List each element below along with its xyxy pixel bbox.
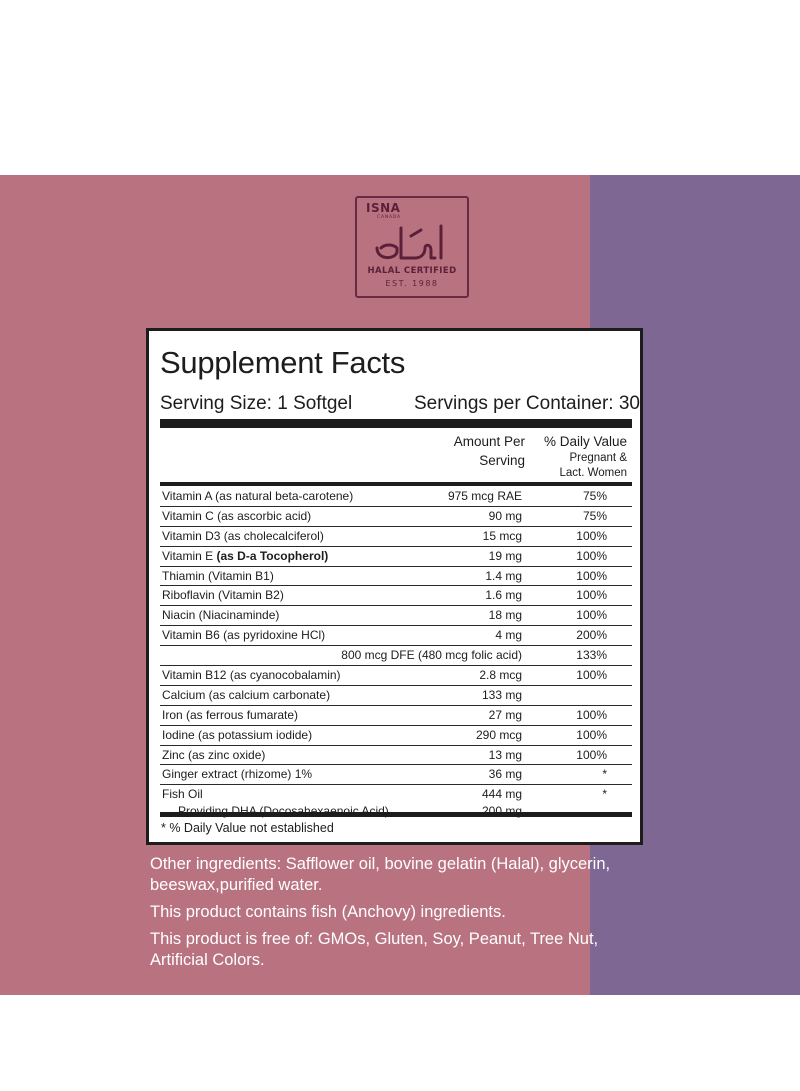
nutrient-amount: 2.8 mcg	[479, 668, 522, 683]
fish-oil-name: Fish Oil	[162, 787, 203, 802]
footnote: * % Daily Value not established	[161, 821, 334, 835]
nutrient-name: Iodine (as potassium iodide)	[162, 727, 313, 742]
nutrient-amount: 90 mg	[488, 508, 522, 523]
nutrient-amount: 19 mg	[488, 548, 522, 563]
nutrient-amount: 1.4 mg	[485, 568, 522, 583]
nutrient-amount: 18 mg	[488, 608, 522, 623]
nutrient-dv: 133%	[576, 648, 607, 663]
halal-arabic-script-icon	[371, 218, 455, 266]
logo-brand: ISNA	[366, 201, 401, 215]
nutrient-dv: *	[602, 767, 607, 782]
thick-divider	[160, 419, 632, 428]
nutrient-table	[160, 487, 632, 821]
supplement-facts-panel	[146, 328, 643, 845]
nutrient-name: Niacin (Niacinaminde)	[162, 608, 280, 623]
free-of-statement: This product is free of: GMOs, Gluten, Soy, Peanut, Tree Nut, Artificial Colors.	[150, 930, 599, 969]
nutrient-amount: 133 mg	[481, 687, 522, 702]
medium-divider	[160, 482, 632, 486]
nutrient-name: Ginger extract (rhizome) 1%	[162, 767, 313, 782]
nutrient-name: Vitamin A (as natural beta-carotene)	[162, 489, 354, 503]
table-row	[160, 547, 632, 567]
daily-value-header-title: % Daily Value	[543, 434, 627, 449]
nutrient-amount: 15 mcg	[482, 528, 522, 543]
nutrient-name: Iron (as ferrous fumarate)	[162, 707, 299, 722]
nutrient-dv: 100%	[576, 548, 607, 563]
table-row	[160, 666, 632, 686]
nutrient-name: Vitamin B6 (as pyridoxine HCl)	[162, 628, 326, 643]
fish-oil-dv: *	[602, 787, 607, 802]
nutrient-name-plain: Vitamin E	[162, 548, 214, 563]
nutrient-dv: 100%	[576, 707, 607, 722]
amount-header-line1: Amount Per	[453, 434, 525, 449]
nutrient-dv: 100%	[576, 528, 607, 543]
daily-value-header	[532, 432, 627, 481]
nutrient-dv: 100%	[576, 747, 607, 762]
table-row	[160, 606, 632, 626]
table-row	[160, 507, 632, 527]
nutrient-dv: 200%	[576, 628, 607, 643]
table-row	[160, 706, 632, 726]
nutrient-name: Thiamin (Vitamin B1)	[162, 568, 274, 583]
logo-certified-text: HALAL CERTIFIED	[367, 266, 457, 276]
nutrient-dv: 75%	[582, 508, 607, 523]
amount-header-line2: Serving	[479, 453, 525, 468]
nutrient-name	[162, 547, 328, 566]
table-row	[160, 586, 632, 606]
table-row	[160, 765, 632, 785]
table-row	[160, 686, 632, 706]
nutrient-name: Vitamin D3 (as cholecalciferol)	[162, 528, 324, 543]
nutrient-dv: 75%	[582, 489, 607, 503]
nutrient-amount: 1.6 mg	[485, 588, 522, 603]
serving-size: Serving Size: 1 Softgel	[160, 393, 353, 414]
nutrient-dv: 100%	[576, 588, 607, 603]
nutrient-amount: 800 mcg DFE (480 mcg folic acid)	[341, 648, 522, 663]
other-info	[150, 854, 620, 971]
logo-established-text: EST. 1988	[385, 279, 439, 288]
table-row	[160, 646, 632, 666]
table-row	[160, 487, 632, 507]
serving-line	[160, 393, 640, 415]
nutrient-name: Zinc (as zinc oxide)	[162, 747, 266, 762]
nutrient-dv: 100%	[576, 727, 607, 742]
fish-oil-amount: 444 mg	[481, 787, 522, 802]
nutrient-name: Riboflavin (Vitamin B2)	[162, 588, 284, 603]
nutrient-amount: 4 mg	[495, 628, 522, 643]
table-row	[160, 626, 632, 646]
nutrient-amount: 290 mcg	[475, 727, 522, 742]
table-row	[160, 527, 632, 547]
halal-certified-logo	[355, 196, 469, 298]
nutrient-name: Calcium (as calcium carbonate)	[162, 687, 331, 702]
facts-title: Supplement Facts	[160, 345, 406, 380]
nutrient-name: Vitamin C (as ascorbic acid)	[162, 508, 312, 523]
nutrient-amount: 27 mg	[488, 707, 522, 722]
nutrient-amount: 975 mcg RAE	[447, 489, 522, 503]
nutrient-dv: 100%	[576, 608, 607, 623]
daily-value-header-sub1: Pregnant &	[569, 452, 627, 464]
logo-brand-sub: CANADA	[377, 215, 401, 220]
servings-per-container: Servings per Container: 30	[413, 393, 640, 414]
table-row	[160, 567, 632, 587]
nutrient-name: Vitamin B12 (as cyanocobalamin)	[162, 668, 341, 683]
other-ingredients: Other ingredients: Safflower oil, bovine gelatin (Halal), glycerin, beeswax,purified water.	[150, 855, 611, 894]
nutrient-amount: 36 mg	[488, 767, 522, 782]
nutrient-amount: 13 mg	[488, 747, 522, 762]
table-row	[160, 746, 632, 766]
allergen-statement: This product contains fish (Anchovy) ingredients.	[150, 903, 506, 921]
table-row	[160, 726, 632, 746]
nutrient-dv: 100%	[576, 568, 607, 583]
amount-header	[439, 432, 525, 470]
daily-value-header-sub2: Lact. Women	[559, 467, 627, 479]
nutrient-dv: 100%	[576, 668, 607, 683]
bottom-divider	[160, 812, 632, 817]
nutrient-name-bold: (as D-a Tocopherol)	[216, 548, 329, 563]
